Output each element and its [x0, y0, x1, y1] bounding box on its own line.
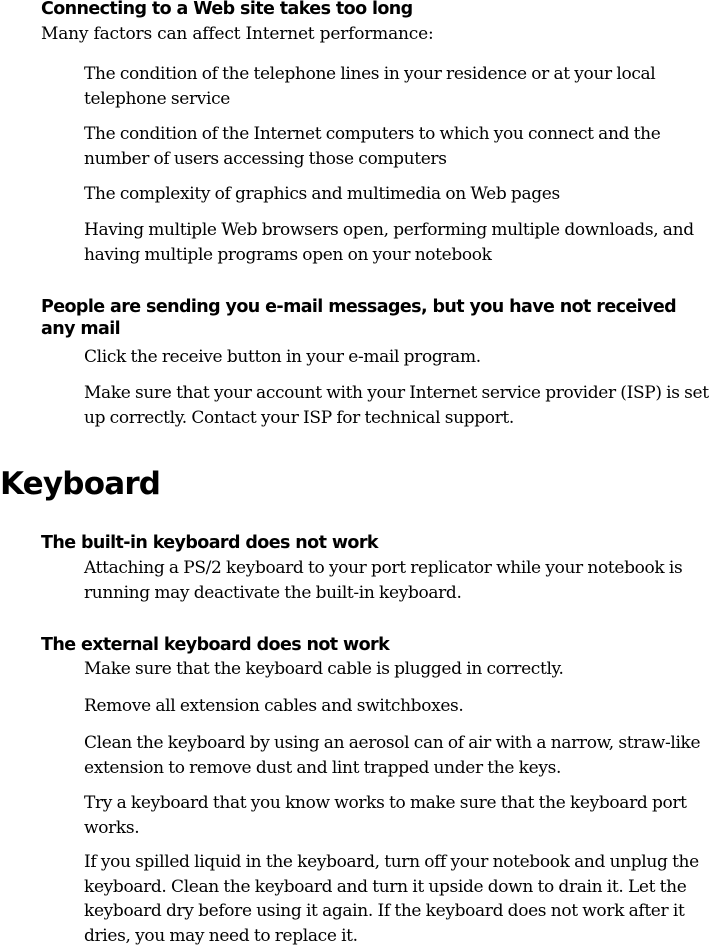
connecting-intro: Many factors can affect Internet performance:: [41, 24, 434, 44]
external-keyboard-item-try-keyboard: Try a keyboard that you know works to make sure that the keyboard port works.: [84, 793, 687, 838]
email-item-isp-account: Make sure that your account with your Internet service provider (ISP) is set up correctly. Contact your ISP for technical support.: [84, 383, 709, 428]
external-keyboard-heading: The external keyboard does not work: [41, 635, 390, 655]
email-heading: People are sending you e-mail messages, but you have not received any mail: [41, 297, 677, 339]
connecting-item-telephone: The condition of the telephone lines in your residence or at your local telephone service: [84, 64, 656, 109]
builtin-keyboard-heading: The built-in keyboard does not work: [41, 533, 378, 553]
external-keyboard-item-cable: Make sure that the keyboard cable is plugged in correctly.: [84, 659, 564, 679]
email-item-receive-button: Click the receive button in your e-mail program.: [84, 347, 481, 367]
keyboard-section-title: Keyboard: [0, 466, 161, 502]
connecting-item-graphics: The complexity of graphics and multimedia on Web pages: [84, 184, 560, 204]
external-keyboard-item-clean: Clean the keyboard by using an aerosol can of air with a narrow, straw-like extension to remove dust and lint trapped under the keys.: [84, 733, 701, 778]
connecting-item-multiple-browsers: Having multiple Web browsers open, performing multiple downloads, and having multiple programs open on your notebook: [84, 220, 694, 265]
connecting-heading: Connecting to a Web site takes too long: [41, 0, 413, 19]
connecting-item-internet-computers: The condition of the Internet computers to which you connect and the number of users accessing those computers: [84, 124, 661, 169]
builtin-keyboard-item-ps2: Attaching a PS/2 keyboard to your port replicator while your notebook is running may deactivate the built-in keyboard.: [84, 558, 683, 603]
external-keyboard-item-spilled-liquid: If you spilled liquid in the keyboard, turn off your notebook and unplug the keyboard. Clean the keyboard and turn it upside down to drain it. Let the keyboard dry before using it again. If the keyboard does not work after it dries, you may need to replace it.: [84, 852, 699, 946]
external-keyboard-item-extension-cables: Remove all extension cables and switchboxes.: [84, 696, 464, 716]
